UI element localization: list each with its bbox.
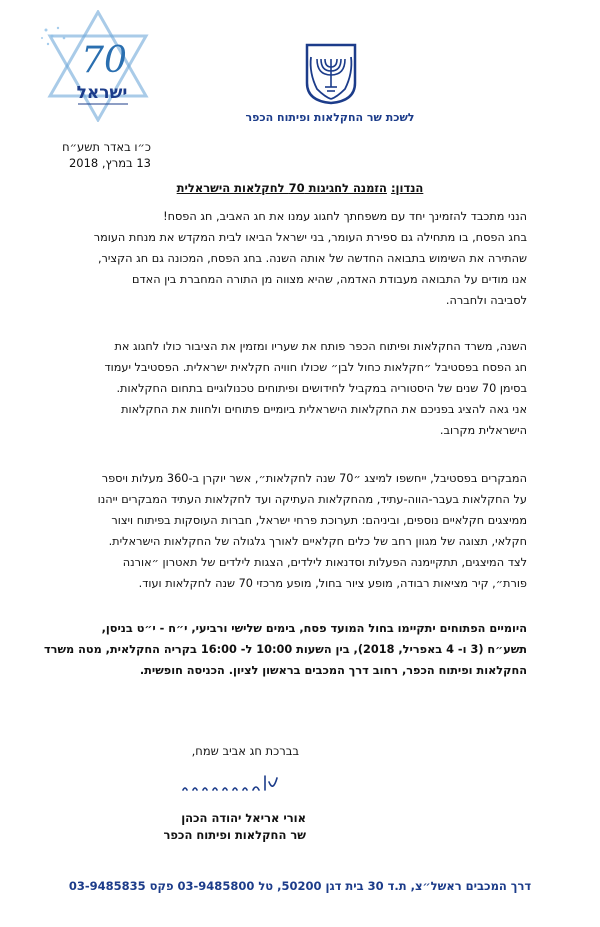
- event-details-line: החקלאות ופיתוח הכפר, רחוב דרך המכבים בראשון לציון. הכניסה חופשית.: [139, 664, 527, 677]
- closing-greeting: בברכת חג אביב שמח,: [191, 744, 299, 758]
- body-line: המבקרים בפסטיבל, ייחשפו למיצג ״70 שנה לחקלאות״, אשר יוקרן ב-360 מעלות ויספר: [101, 472, 527, 485]
- subject-prefix: הנדון:: [390, 181, 424, 195]
- body-line: פורת״, קיר מציאות רבודה, מופע ציור בחול, מופע מרכזי 70 שנה לחקלאות ועוד.: [138, 577, 527, 590]
- israel-70-star-logo: [38, 10, 158, 122]
- body-line: לסביבה ולחברה.: [445, 294, 527, 307]
- footer-address: דרך המכבים ראשל״צ, ת.ד 30 בית דגן 50200, טל 03-9485800 פקס 03-9485835: [68, 879, 532, 893]
- ministry-office-title: לשכת שר החקלאות ופיתוח הכפר: [245, 111, 415, 124]
- event-details-line: היומיים הפתוחים יתקיימו בחול המועד פסח, בימים שלישי ורביעי, י״ח - י״ט בניסן,: [101, 622, 527, 635]
- body-line: אני גאה להציג בפניכם את החקלאות הישראלית ביומיים פתוחים ולחוות את החקלאות: [121, 403, 527, 416]
- svg-text:ישראל: ישראל: [76, 83, 128, 103]
- handwritten-signature: [175, 768, 285, 804]
- body-line: שהתירה את השימוש בתבואה החדשה של אותה השנה. בחג הפסח, המכונה גם חג הקציר,: [97, 252, 527, 265]
- body-line: ממיצגים חקלאיים נוספים, וביניהם: תערוכת פרחי ישראל, חברות העוסקות בפיתוח ויצור: [111, 514, 527, 527]
- body-line: לצד המיצגים, תתקיימנה הפעלות וסדנאות לילדים, הצגות לילדים של תאטרון ״אורנה: [122, 556, 527, 569]
- state-emblem-icon: [303, 43, 359, 105]
- event-details-line: תשע״ח (3 ו- 4 באפריל, 2018), בין השעות 10:00 ל- 16:00 בקריה החקלאית, מטה משרד: [44, 643, 527, 656]
- body-line: הנני מתכבד להזמינך יחד עם משפחתך לחגוג עמנו את חג האביב, חג הפסח!: [163, 210, 527, 223]
- body-line: אנו מודים על התבואה מעבודת האדמה, שהיא מצווה מן התורה המחברת בין האדם: [132, 273, 527, 286]
- signatory-title: שר החקלאות ופיתוח הכפר: [163, 828, 306, 842]
- body-line: בסימן 70 שנים של היסטוריה במקביל לחידושים ופיתוחים טכנולוגיים בתחום החקלאות.: [116, 382, 527, 395]
- hebrew-date: כ״ו באדר תשע״ח: [62, 140, 151, 154]
- svg-text:70: 70: [81, 40, 127, 81]
- body-line: הישראלית מקרוב.: [439, 424, 527, 437]
- gregorian-date: 13 במרץ, 2018: [68, 156, 151, 170]
- body-line: חג הפסח בפסטיבל ״חקלאות כחול לבן״ שכולו חוויה חקלאית ישראלית. הפסטיבל יעמוד: [104, 361, 527, 374]
- body-line: חקלאי, תצוגה של מגוון רחב של כלים חקלאיים לאורך גלגולה של החקלאות הישראלית.: [108, 535, 527, 548]
- subject-line: [0, 181, 600, 195]
- body-line: בחג הפסח, בו מתחילה גם ספירת העומר, בני ישראל הביאו לבית המקדש את מנחת העומר: [93, 231, 527, 244]
- body-line: השנה, משרד החקלאות ופיתוח הכפר פותח את שעריו ומזמין את הציבור כולו לחגוג את: [114, 340, 527, 353]
- signatory-name: אורי אריאל יהודה הכהן: [181, 811, 306, 825]
- subject-text: הזמנה לחגיגות 70 לחקלאות הישראלית: [176, 181, 387, 195]
- body-line: על החקלאות בעבר-הווה-עתיד, מהחקלאות העתיקה ועד לחקלאות העתיד המבקרים ייהנו: [97, 493, 527, 506]
